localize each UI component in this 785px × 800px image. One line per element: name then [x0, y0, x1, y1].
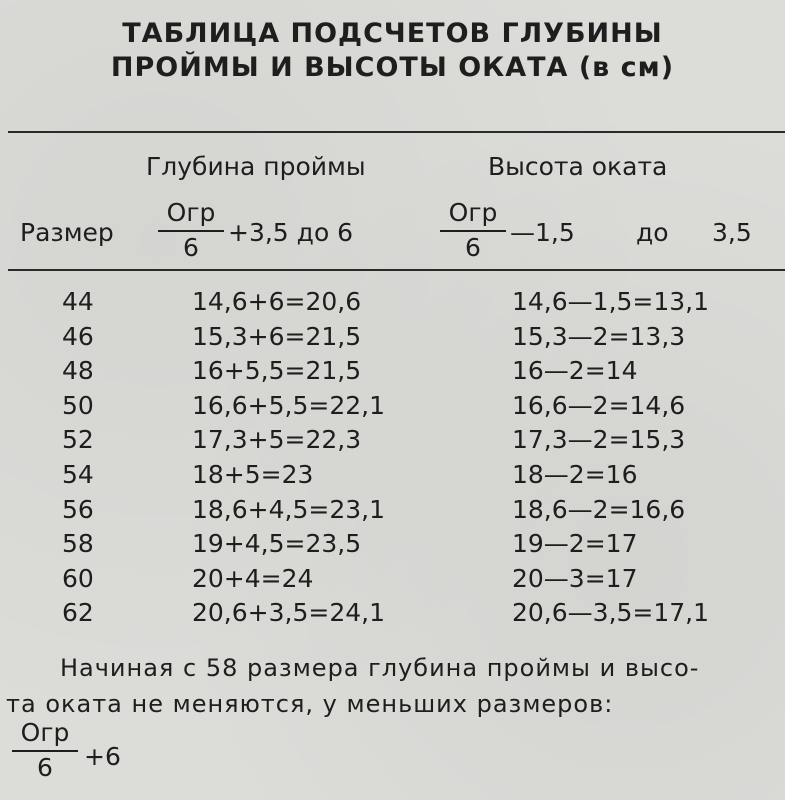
cell-armhole: 14,6+6=20,6	[192, 287, 362, 316]
cell-armhole: 16+5,5=21,5	[192, 356, 362, 385]
cell-size: 58	[62, 529, 94, 558]
cell-cap: 19—2=17	[512, 529, 638, 558]
cell-size: 48	[62, 356, 94, 385]
header-rule	[8, 269, 785, 271]
title-line-2: ПРОЙМЫ И ВЫСОТЫ ОКАТА (в см)	[110, 52, 675, 83]
fraction-denominator: 6	[183, 233, 199, 262]
note-line-2: та оката не меняются, у меньших размеров:	[6, 690, 614, 718]
fraction-bar	[158, 230, 224, 232]
cell-armhole: 20+4=24	[192, 564, 314, 593]
cap-formula-tail-a: —1,5	[510, 218, 575, 247]
top-rule	[8, 131, 785, 133]
header-size: Размер	[20, 218, 114, 247]
cell-cap: 18,6—2=16,6	[512, 495, 686, 524]
fraction-numerator: Огр	[166, 198, 216, 227]
cell-armhole: 20,6+3,5=24,1	[192, 598, 385, 627]
cell-armhole: 18+5=23	[192, 460, 314, 489]
cell-cap: 15,3—2=13,3	[512, 322, 686, 351]
note-fraction: Огр 6	[12, 718, 78, 782]
cell-size: 46	[62, 322, 94, 351]
cell-armhole: 18,6+4,5=23,1	[192, 495, 385, 524]
cell-size: 56	[62, 495, 94, 524]
cell-size: 54	[62, 460, 94, 489]
cell-cap: 16,6—2=14,6	[512, 391, 686, 420]
cell-size: 62	[62, 598, 94, 627]
header-armhole-depth: Глубина проймы	[146, 152, 366, 181]
cell-size: 50	[62, 391, 94, 420]
cell-cap: 18—2=16	[512, 460, 638, 489]
cell-cap: 20—3=17	[512, 564, 638, 593]
armhole-formula-tail: +3,5 до 6	[228, 218, 354, 247]
header-cap-height: Высота оката	[488, 152, 668, 181]
cell-armhole: 17,3+5=22,3	[192, 425, 362, 454]
cell-armhole: 19+4,5=23,5	[192, 529, 362, 558]
cap-formula-tail-b: до	[636, 218, 669, 247]
cell-size: 52	[62, 425, 94, 454]
cell-armhole: 15,3+6=21,5	[192, 322, 362, 351]
cell-cap: 14,6—1,5=13,1	[512, 287, 710, 316]
cell-size: 60	[62, 564, 94, 593]
page-title	[0, 17, 785, 85]
cell-size: 44	[62, 287, 94, 316]
cell-cap: 16—2=14	[512, 356, 638, 385]
cell-armhole: 16,6+5,5=22,1	[192, 391, 385, 420]
note-formula-tail: +6	[84, 742, 121, 771]
title-line-1: ТАБЛИЦА ПОДСЧЕТОВ ГЛУБИНЫ	[122, 18, 663, 49]
cell-cap: 20,6—3,5=17,1	[512, 598, 710, 627]
cell-cap: 17,3—2=15,3	[512, 425, 686, 454]
fraction-armhole	[158, 198, 224, 262]
note-line-1: Начиная с 58 размера глубина проймы и высо-	[60, 654, 700, 682]
cap-formula-tail-c: 3,5	[712, 218, 752, 247]
fraction-cap: Огр 6	[440, 198, 506, 262]
